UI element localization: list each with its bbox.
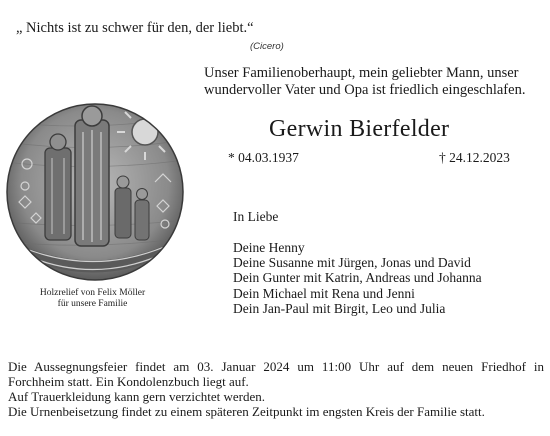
in-love-heading: In Liebe	[233, 209, 279, 224]
notice-line: Auf Trauerkleidung kann gern verzichtet werden.	[8, 389, 266, 405]
mourners-list	[233, 240, 482, 316]
intro-line-1: Unser Familienoberhaupt, mein geliebter Mann, unser	[204, 65, 519, 81]
funeral-notice	[8, 359, 544, 419]
mourner-line: Dein Michael mit Rena und Jenni	[233, 285, 415, 301]
deceased-name: Gerwin Bierfelder	[269, 116, 450, 142]
quote-author: (Cicero)	[250, 41, 284, 52]
quote: „ Nichts ist zu schwer für den, der liebt.“	[16, 20, 254, 36]
notice-line: Die Aussegnungsfeier findet am 03. Januar 2024 um 11:00 Uhr auf dem neuen Friedhof in	[8, 359, 544, 374]
image-caption	[0, 288, 185, 310]
birth-date: * 04.03.1937	[228, 150, 299, 165]
wood-relief-image	[5, 102, 185, 282]
death-date: † 24.12.2023	[439, 150, 510, 165]
intro-line-2: wundervoller Vater und Opa ist friedlich eingeschlafen.	[204, 82, 526, 98]
notice-line: Die Urnenbeisetzung findet zu einem späteren Zeitpunkt im engsten Kreis der Familie statt.	[8, 404, 485, 420]
image-caption-line-2: für unsere Familie	[57, 299, 128, 309]
mourner-line: Deine Henny	[233, 240, 305, 255]
image-caption-line-1: Holzrelief von Felix Möller	[39, 288, 146, 298]
mourner-line: Deine Susanne mit Jürgen, Jonas und David	[233, 255, 471, 271]
mourner-line: Dein Jan-Paul mit Birgit, Leo und Julia	[233, 300, 446, 316]
mourner-line: Dein Gunter mit Katrin, Andreas und Johanna	[233, 270, 482, 286]
notice-line: Forchheim statt. Ein Kondolenzbuch liegt auf.	[8, 374, 249, 390]
